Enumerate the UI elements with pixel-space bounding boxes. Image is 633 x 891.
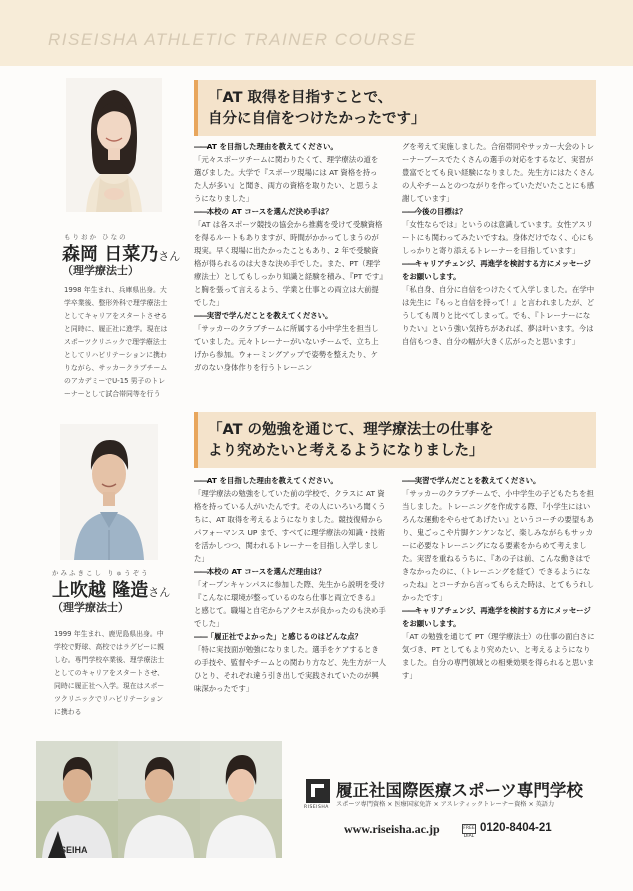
profile1-answer: 「AT は各スポーツ競技の協会から推薦を受けて受験資格を得るルートもありますが、時間がかかってしまうのが現実。早く現場に出たかったこともあり、2 年で受験資格が得られるのは大きな決め手でした。また、PT（理学療法士）としてもしっかり知識と経験を積み、『PT です』と胸を張って言えるよう、学業と仕事との両立は大前提でした」 [194, 220, 384, 307]
profile2-bio: 1999 年生まれ、鹿児島県出身。中学校で野球、高校ではラグビーに親しむ。専門学校卒業後、理学療法士としてのキャリアをスタートさせ、同時に履正社へ入学。現在はスポーツクリニックでリハビリテーションに携わる [54, 630, 165, 716]
profile2-question: ―― キャリアチェンジ、再進学を検討する方にメッセージをお願いします。 [402, 604, 596, 630]
profile1-name-ruby: もりおか ひなの [64, 233, 128, 241]
profile2-column2 [402, 474, 596, 682]
footer-photo-1 [36, 741, 118, 858]
profile2-answer: 「サッカーのクラブチームで、小中学生の子どもたちを担当しました。トレーニングを作成する際、『小学生にはいろんな運動をやらせてあげたい』というコーチの要望もあり、鬼ごっこや片脚ケンケンなど、楽しみながらもサッカーに必要なトレーニングになる要素をからめて考えました。実習を重ねるうちに、『あの子は前、こんな動きはできなかったのに、（トレーニングを経て）できるようになったね』とコーチから言ってもらえた時は、とてもうれしかったです」 [402, 489, 595, 602]
profile1-answer: 「元々スポーツチームに関わりたくて、理学療法の道を選びました。大学で『スポーツ現場には AT 資格を持った人が多い』と聞き、両方の資格を取りたい、と思うようになりました」 [194, 155, 379, 203]
profile2-answer: 「AT の勉強を通じて PT（理学療法士）の仕事の面白さに気づき、PT としてもより究めたい、と考えるようになりました。自分の専門領域との相乗効果を得られると思います」 [402, 632, 595, 680]
website-link[interactable]: www.riseisha.ac.jp [344, 822, 440, 836]
profile1-answer: 「私自身、自分に自信をつけたくて入学しました。在学中は先生に『もっと自信を持って！』と言われましたが、どうしても周りと比べてしまって。でも、『トレーナーになりたい』という強い気持ちがあれば、夢は叶います。今は自信もつき、自分の幅が大きく広がったと思います」 [402, 285, 595, 346]
school-name: 履正社国際医療スポーツ専門学校 [336, 781, 583, 800]
logo-text: RISEISHA [304, 805, 329, 810]
profile1-headline-line1: 「AT 取得を目指すことで、 [208, 90, 393, 106]
profile1-honorific: さん [158, 250, 181, 263]
profile2-name-text: 上吹越 隆造 [52, 580, 149, 601]
profile2-answer: 「オープンキャンパスに参加した際、先生から説明を受け『こんなに環境が整っているのなら仕事と両立できる』と感じて。職場と自宅からアクセスが良かったのも決め手でした」 [194, 580, 386, 628]
profile1-headline [194, 80, 596, 136]
school-tagline: スポーツ専門資格 × 医療国家免許 × アスレティックトレーナー資格 × 英語力 [336, 801, 555, 808]
freedial-icon: FREE DIAL [463, 826, 475, 839]
school-logo-icon [306, 779, 330, 803]
jersey-text: SEIHA [60, 845, 88, 855]
course-title: RISEISHA ATHLETIC TRAINER COURSE [48, 30, 417, 49]
profile1-question: ―― 実習で学んだことを教えてください。 [194, 309, 384, 322]
profile1-bio: 1998 年生まれ、兵庫県出身。大学卒業後、整形外科で理学療法士としてキャリアをスタートさせると同時に、履正社に進学。現在はスポーツクリニックで理学療法士としてリハビリテーションに携わりながら、サッカークラブチームのアカデミーでU-15 男子のトレーナーとして試合帯同等を行う [64, 286, 168, 398]
profile2-photo [60, 424, 158, 560]
profile1-question: ―― キャリアチェンジ、再進学を検討する方にメッセージをお願いします。 [402, 257, 596, 283]
profile1-answer: 「女性ならでは」というのは意識しています。女性アスリートにも関わってみたいですね。身体だけでなく、心にもしっかりと寄り添えるトレーナーを目指しています」 [402, 220, 594, 255]
profile2-name-ruby: かみふきこし りゅうぞう [52, 569, 150, 577]
profile1-name-text: 森岡 日菜乃 [62, 244, 159, 265]
profile1-answer: 「サッカーのクラブチームに所属する小中学生を担当していました。元々トレーナーがいないチームで、立ち上げから参加。ウォーミングアップで姿勢を整えたり、ケガのない身体作りを行うトレーニン [194, 324, 379, 372]
profile2-question: ―― 「履正社でよかった」と感じるのはどんな点？ [194, 630, 386, 643]
profile1-photo [66, 78, 162, 212]
profile1-question: ―― AT を目指した理由を教えてください。 [194, 140, 384, 153]
profile2-role: （理学療法士） [52, 601, 129, 614]
profile1-question: ―― 今後の目標は？ [402, 205, 596, 218]
profile1-question: ―― 本校の AT コースを選んだ決め手は？ [194, 205, 384, 218]
footer-photo-3 [200, 741, 282, 858]
profile1-column2 [402, 140, 596, 348]
profile2-answer: 「理学療法の勉強をしていた前の学校で、クラスに AT 資格を持っている人がいたんです。その人にいろいろ聞くうちに、AT 取得を考えるようになりました。競技復帰からパフォーマンス UP まで、すべてに理学療法の知識・技術を活かしつつ、関われるトレーナーを目指し入学しました」 [194, 489, 386, 563]
profile2-headline-line2: より究めたいと考えるようになりました」 [208, 443, 484, 459]
profile2-honorific: さん [148, 586, 171, 599]
profile2-question: ―― 本校の AT コースを選んだ理由は？ [194, 565, 386, 578]
profile2-headline-line1: 「AT の勉強を通じて、理学療法士の仕事を [208, 422, 494, 438]
profile2-headline [194, 412, 596, 468]
profile2-column1 [194, 474, 386, 695]
profile2-question: ―― AT を目指した理由を教えてください。 [194, 474, 386, 487]
profile2-answer: 「特に実技面が勉強になりました。選手をケアするときの手技や、監督やチームとの関わり方など、先生方が一人ひとり、それぞれ違う引き出しで実践されていたのが興味深かったです」 [194, 645, 387, 693]
profile1-headline-line2: 自分に自信をつけたかったです」 [208, 111, 426, 127]
footer-photo-2 [118, 741, 200, 858]
phone-number[interactable]: 0120-8404-21 [480, 822, 552, 834]
profile1-column1 [194, 140, 384, 374]
header-band [0, 0, 633, 66]
profile1-answer: グを考えて実施しました。合宿帯同やサッカー大会のトレーナーブースでたくさんの選手の対応をするなど、実習が豊富でとても良い経験になりました。先生方にはたくさんの人やチームとのつながりを作っていただいたことにも感謝しています」 [402, 142, 595, 203]
profile2-question: ―― 実習で学んだことを教えてください。 [402, 474, 596, 487]
profile1-role: （理学療法士） [62, 264, 139, 277]
